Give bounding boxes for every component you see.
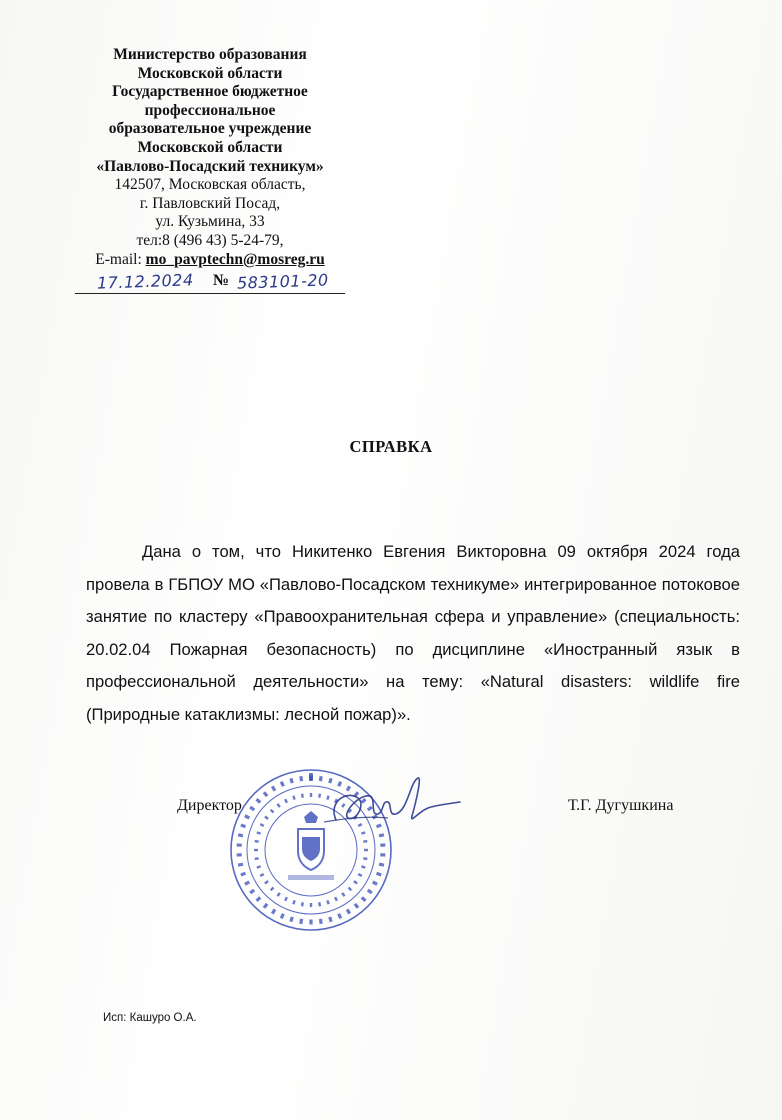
- stamp-letter-mark: [348, 887, 353, 892]
- stamp-letter-mark: [256, 831, 261, 835]
- stamp-letter-mark: [353, 880, 358, 884]
- letterhead-line: образовательное учреждение: [108, 120, 312, 138]
- stamp-letter-mark: [249, 889, 255, 894]
- document-body: Дана о том, что Никитенко Евгения Викторовна 09 октября 2024 года провела в ГБПОУ МО «Павлово-Посадском техникуме» интегрированное потоковое занятие по кластеру «Правоохранительная сфера и управление» (специальность: 20.02.04 Пожарная безопасность) по дисциплине «Иностранный язык в профессиональной деятельности» на тему: «Natural disasters: wildlife fire (Природные катаклизмы: лесной пожар)».: [86, 542, 740, 724]
- stamp-letter-mark: [346, 909, 351, 915]
- stamp-letter-mark: [238, 863, 244, 867]
- stamp-letter-mark: [277, 803, 281, 808]
- stamp-letter-mark: [255, 840, 259, 843]
- stamp-letter-mark: [271, 786, 276, 792]
- registration-number-sign: №: [213, 272, 230, 290]
- stamp-letter-mark: [363, 857, 367, 860]
- signature-position: Директор: [177, 797, 242, 814]
- stamp-letter-mark: [292, 795, 296, 800]
- stamp-letter-mark: [376, 872, 382, 877]
- stamp-letter-mark: [264, 880, 269, 884]
- letterhead-line: Московской области: [137, 64, 283, 82]
- stamp-letter-mark: [292, 900, 296, 905]
- stamp-letter-mark: [240, 824, 246, 829]
- registration-date: 17.12.2024: [96, 270, 194, 293]
- stamp-letter-mark: [337, 913, 342, 919]
- stamp-letter-mark: [299, 776, 303, 781]
- letterhead-line: г. Павловский Посад,: [139, 194, 281, 212]
- stamp-letter-mark: [270, 887, 275, 892]
- email-label: E-mail:: [95, 250, 146, 268]
- stamp-letter-mark: [309, 920, 312, 925]
- stamp-letter-mark: [284, 897, 288, 902]
- document-title: СПРАВКА: [349, 437, 433, 456]
- stamp-letter-mark: [260, 823, 265, 827]
- letterhead-line: тел:8 (496 43) 5-24-79,: [136, 231, 284, 249]
- stamp-letter-mark: [319, 919, 323, 924]
- letterhead: [70, 46, 350, 294]
- stamp-letter-mark: [310, 793, 312, 797]
- executor-note: Исп: Кашуро О.А.: [103, 1012, 197, 1024]
- director-signature-icon: [318, 772, 468, 842]
- registration-line: [75, 271, 345, 294]
- stamp-letter-mark: [263, 903, 269, 909]
- stamp-letter-mark: [263, 791, 269, 797]
- stamp-letter-mark: [301, 794, 304, 798]
- stamp-letter-mark: [289, 778, 293, 784]
- stamp-letter-mark: [270, 809, 275, 814]
- stamp-letter-mark: [237, 843, 242, 847]
- stamp-letter-mark: [277, 892, 281, 897]
- stamp-letter-mark: [254, 849, 258, 851]
- stamp-letter-mark: [255, 857, 259, 860]
- stamp-letter-mark: [280, 781, 285, 787]
- stamp-letter-mark: [264, 816, 269, 820]
- stamp-letter-mark: [255, 896, 261, 902]
- letterhead-line: профессиональное: [144, 101, 276, 119]
- stamp-letter-mark: [256, 865, 261, 869]
- stamp-letter-mark: [361, 865, 366, 869]
- stamp-letter-mark: [240, 872, 246, 877]
- letterhead-line: «Павлово-Посадский техникум»: [96, 157, 324, 175]
- letterhead-line: Министерство образования: [113, 46, 307, 63]
- stamp-letter-mark: [255, 798, 261, 804]
- stamp-letter-mark: [334, 897, 338, 902]
- stamp-letter-mark: [284, 799, 288, 804]
- stamp-letter-mark: [328, 916, 332, 922]
- stamp-letter-mark: [271, 909, 276, 915]
- stamp-letter-mark: [310, 903, 312, 907]
- stamp-letter-mark: [244, 881, 250, 886]
- stamp-letter-mark: [380, 843, 385, 847]
- stamp-letter-mark: [379, 863, 385, 867]
- stamp-letter-mark: [309, 776, 312, 781]
- stamp-letter-mark: [299, 919, 303, 924]
- stamp-letter-mark: [354, 903, 360, 909]
- email-link[interactable]: mo_pavptechn@mosreg.ru: [145, 250, 325, 268]
- letterhead-line: Государственное бюджетное: [112, 83, 308, 101]
- stamp-letter-mark: [280, 913, 285, 919]
- stamp-letter-mark: [380, 853, 385, 857]
- stamp-letter-mark: [372, 881, 378, 886]
- stamp-letter-mark: [238, 833, 244, 837]
- letterhead-line: ул. Кузьмина, 33: [155, 213, 265, 231]
- registration-number: 583101-20: [236, 270, 329, 293]
- signature-name: Т.Г. Дугушкина: [568, 797, 674, 814]
- stamp-letter-mark: [301, 902, 304, 906]
- letterhead-line: Московской области: [137, 138, 283, 156]
- stamp-letter-mark: [318, 902, 321, 906]
- stamp-letter-mark: [358, 873, 363, 877]
- stamp-letter-mark: [289, 916, 293, 922]
- stamp-letter-mark: [326, 900, 330, 905]
- stamp-letter-mark: [249, 806, 255, 811]
- stamp-letter-mark: [260, 873, 265, 877]
- stamp-letter-mark: [237, 853, 242, 857]
- letterhead-line: 142507, Московская область,: [114, 176, 306, 194]
- stamp-letter-mark: [367, 889, 373, 894]
- stamp-letter-mark: [364, 849, 368, 851]
- stamp-letter-mark: [361, 896, 367, 902]
- stamp-letter-mark: [341, 892, 345, 897]
- letterhead-email: [70, 251, 350, 270]
- stamp-letter-mark: [244, 814, 250, 819]
